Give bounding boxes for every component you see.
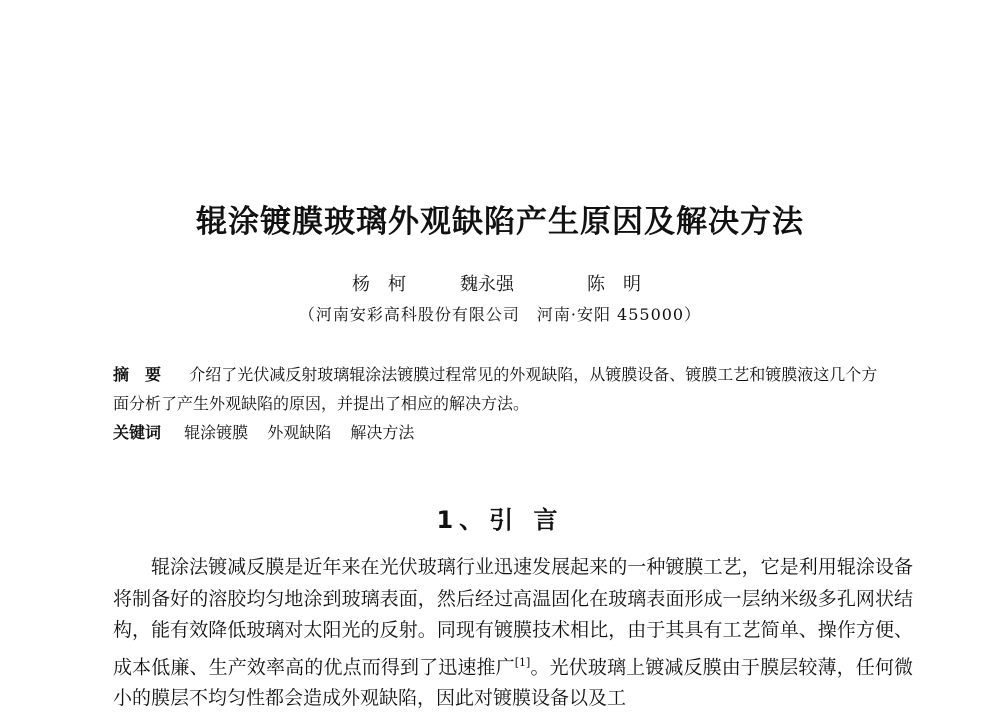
keyword: 辊涂镀膜 <box>184 423 249 442</box>
body-paragraph <box>113 552 913 715</box>
author-name: 魏永强 <box>460 274 514 295</box>
paper-title: 辊涂镀膜玻璃外观缺陷产生原因及解决方法 <box>196 204 804 240</box>
abstract-label: 摘 要 <box>113 365 162 384</box>
abstract-text: 介绍了光伏减反射玻璃辊涂法镀膜过程常见的外观缺陷，从镀膜设备、镀膜工艺和镀膜液这几个方面分析了产生外观缺陷的原因，并提出了相应的解决方法。 <box>113 365 878 413</box>
body-text: 。光伏玻璃上镀减反膜由于膜层较薄，任何微小的膜层不均匀性都会造成外观缺陷，因此对镀膜设备以及工 <box>113 655 913 710</box>
author-name: 陈 明 <box>587 274 641 295</box>
section-heading: 1、引 言 <box>436 506 564 534</box>
keyword: 解决方法 <box>350 423 415 442</box>
abstract <box>113 360 893 418</box>
citation-ref: [1] <box>514 655 531 669</box>
author-name: 杨 柯 <box>352 274 406 295</box>
keywords-label: 关键词 <box>113 423 162 442</box>
keywords <box>113 420 428 443</box>
keyword: 外观缺陷 <box>267 423 332 442</box>
affiliation: （河南安彩高科股份有限公司 河南·安阳 455000） <box>298 305 702 324</box>
body-text: 辊涂法镀减反膜是近年来在光伏玻璃行业迅速发展起来的一种镀膜工艺，它是利用辊涂设备将制备好的溶胶均匀地涂到玻璃表面，然后经过高温固化在玻璃表面形成一层纳米级多孔网状结构，能有效降低玻璃对太阳光的反射。同现有镀膜技术相比，由于其具有工艺简单、操作方便、成本低廉、生产效率高的优点而得到了迅速推广 <box>113 556 913 678</box>
